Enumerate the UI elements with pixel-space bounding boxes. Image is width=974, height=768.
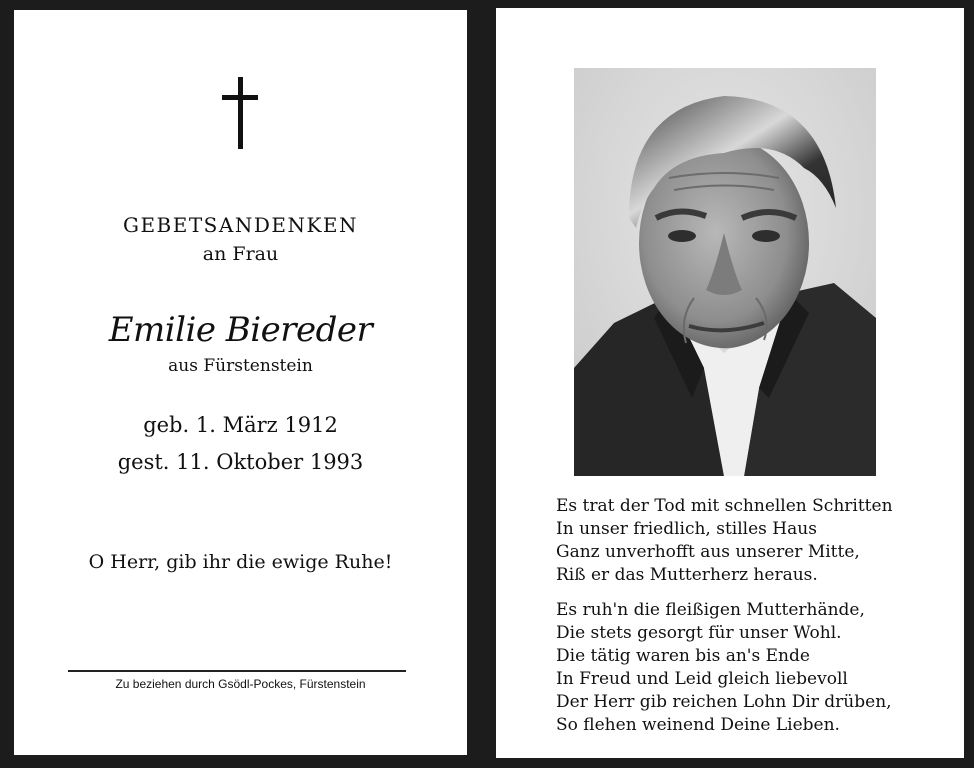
deceased-origin: aus Fürstenstein — [168, 356, 313, 376]
poem-line: Es ruh'n die fleißigen Mutterhände, — [556, 600, 865, 620]
poem-line: In Freud und Leid gleich liebevoll — [556, 669, 848, 689]
prayer-line: O Herr, gib ihr die ewige Ruhe! — [88, 551, 393, 573]
poem-line: Die stets gesorgt für unser Wohl. — [556, 623, 842, 643]
poem-line: Die tätig waren bis an's Ende — [556, 646, 810, 666]
poem-line: Es trat der Tod mit schnellen Schritten — [556, 496, 893, 516]
cross-icon — [222, 77, 258, 149]
poem-line: Riß er das Mutterherz heraus. — [556, 565, 818, 585]
portrait-photo — [574, 68, 876, 476]
supplier-note: Zu beziehen durch Gsödl-Pockes, Fürstenstein — [115, 677, 366, 691]
divider — [68, 670, 406, 672]
poem-stanza-2 — [556, 599, 936, 737]
poem-line: In unser friedlich, stilles Haus — [556, 519, 817, 539]
birth-date: geb. 1. März 1912 — [143, 413, 338, 437]
card-subtitle: an Frau — [202, 243, 279, 265]
deceased-name: Emilie Biereder — [108, 310, 373, 350]
death-date: gest. 11. Oktober 1993 — [117, 450, 364, 474]
card-title: GEBETSANDENKEN — [122, 213, 359, 237]
poem-line: Der Herr gib reichen Lohn Dir drüben, — [556, 692, 892, 712]
poem-stanza-1 — [556, 495, 936, 587]
poem-line: Ganz unverhofft aus unserer Mitte, — [556, 542, 860, 562]
poem-line: So flehen weinend Deine Lieben. — [556, 715, 840, 735]
